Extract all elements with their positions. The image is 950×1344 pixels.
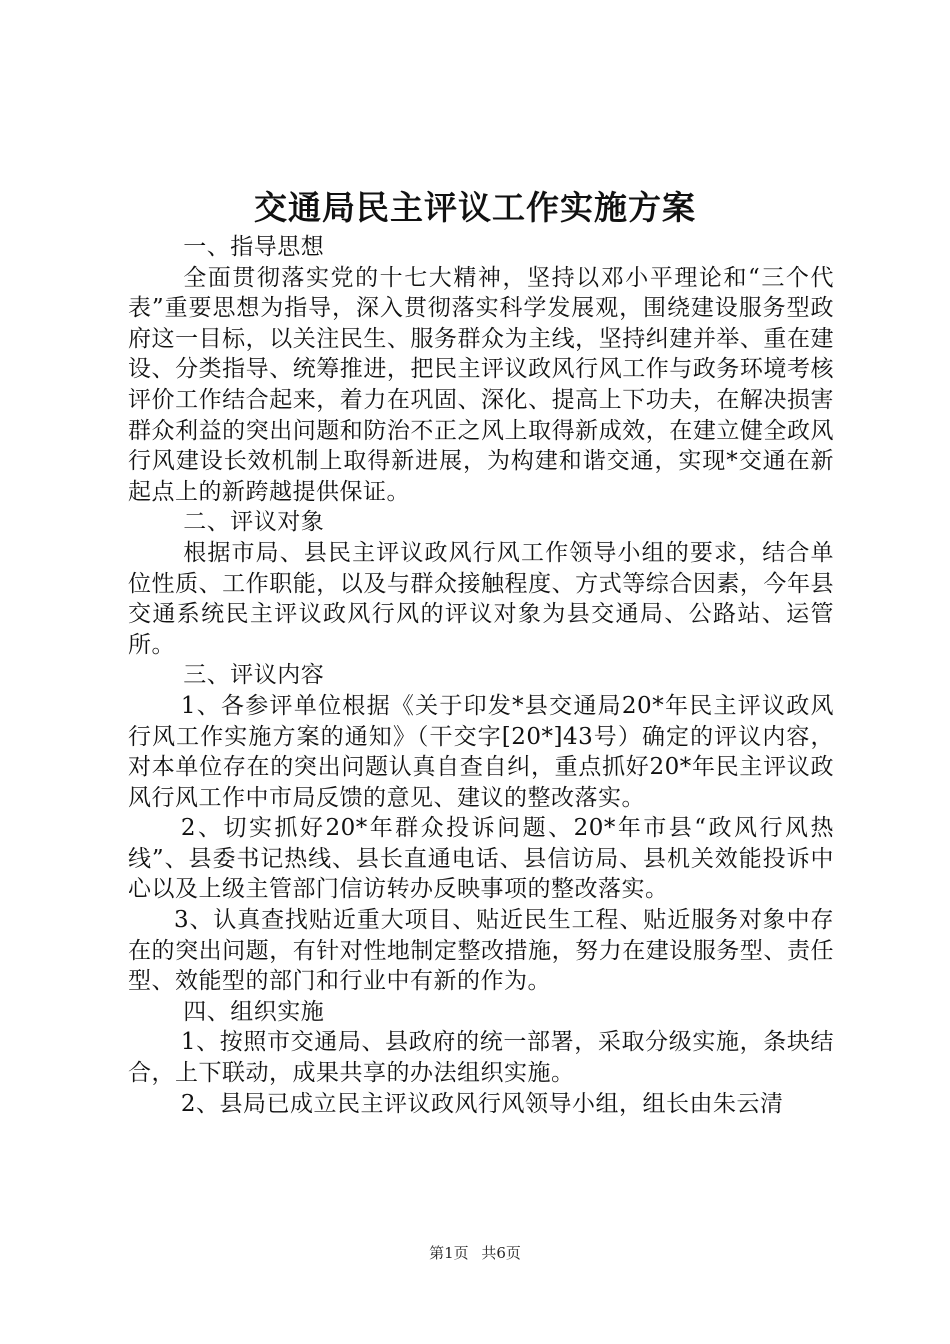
paragraph-guiding-thought: 全面贯彻落实党的十七大精神，坚持以邓小平理论和“三个代表”重要思想为指导，深入贯彻落实科学发展观，围绕建设服务型政府这一目标，以关注民生、服务群众为主线，坚持纠建并举、重在建设、分类指导、统筹推进，把民主评议政风行风工作与政务环境考核评价工作结合起来，着力在巩固、深化、提高上下功夫，在解决损害群众利益的突出问题和防治不正之风上取得新成效，在建立健全政风行风建设长效机制上取得新进展，为构建和谐交通，实现*交通在新起点上的新跨越提供保证。	[128, 264, 834, 505]
section-heading-evaluation-targets: 二、评议对象	[183, 509, 325, 536]
section-heading-organization: 四、组织实施	[183, 998, 325, 1025]
paragraph-content-item-1: 1、各参评单位根据《关于印发*县交通局20*年民主评议政风行风工作实施方案的通知》（干交字[20*]43号）确定的评议内容，对本单位存在的突出问题认真自查自纠，重点抓好20*年民主评议政风行风工作中市局反馈的意见、建议的整改落实。	[128, 692, 834, 811]
paragraph-organization-item-1: 1、按照市交通局、县政府的统一部署，采取分级实施，条块结合，上下联动，成果共享的办法组织实施。	[128, 1029, 834, 1087]
document-body	[128, 232, 834, 1119]
paragraph-evaluation-targets: 根据市局、县民主评议政风行风工作领导小组的要求，结合单位性质、工作职能，以及与群众接触程度、方式等综合因素，今年县交通系统民主评议政风行风的评议对象为县交通局、公路站、运管所。	[128, 539, 834, 658]
page-total: 共6页	[481, 1244, 521, 1262]
page-footer	[0, 1243, 950, 1263]
paragraph-content-item-2: 2、切实抓好20*年群众投诉问题、20*年市县“政风行风热线”、县委书记热线、县长直通电话、县信访局、县机关效能投诉中心以及上级主管部门信访转办反映事项的整改落实。	[128, 815, 834, 903]
document-title: 交通局民主评议工作实施方案	[254, 188, 696, 227]
section-heading-evaluation-content: 三、评议内容	[183, 662, 325, 689]
paragraph-organization-item-2: 2、县局已成立民主评议政风行风领导小组，组长由朱云清	[180, 1090, 784, 1117]
page-number: 第1页	[429, 1244, 469, 1262]
section-heading-guiding-thought: 一、指导思想	[183, 234, 325, 260]
paragraph-content-item-3: 3、认真查找贴近重大项目、贴近民生工程、贴近服务对象中存在的突出问题，有针对性地制定整改措施，努力在建设服务型、责任型、效能型的部门和行业中有新的作为。	[128, 907, 834, 995]
